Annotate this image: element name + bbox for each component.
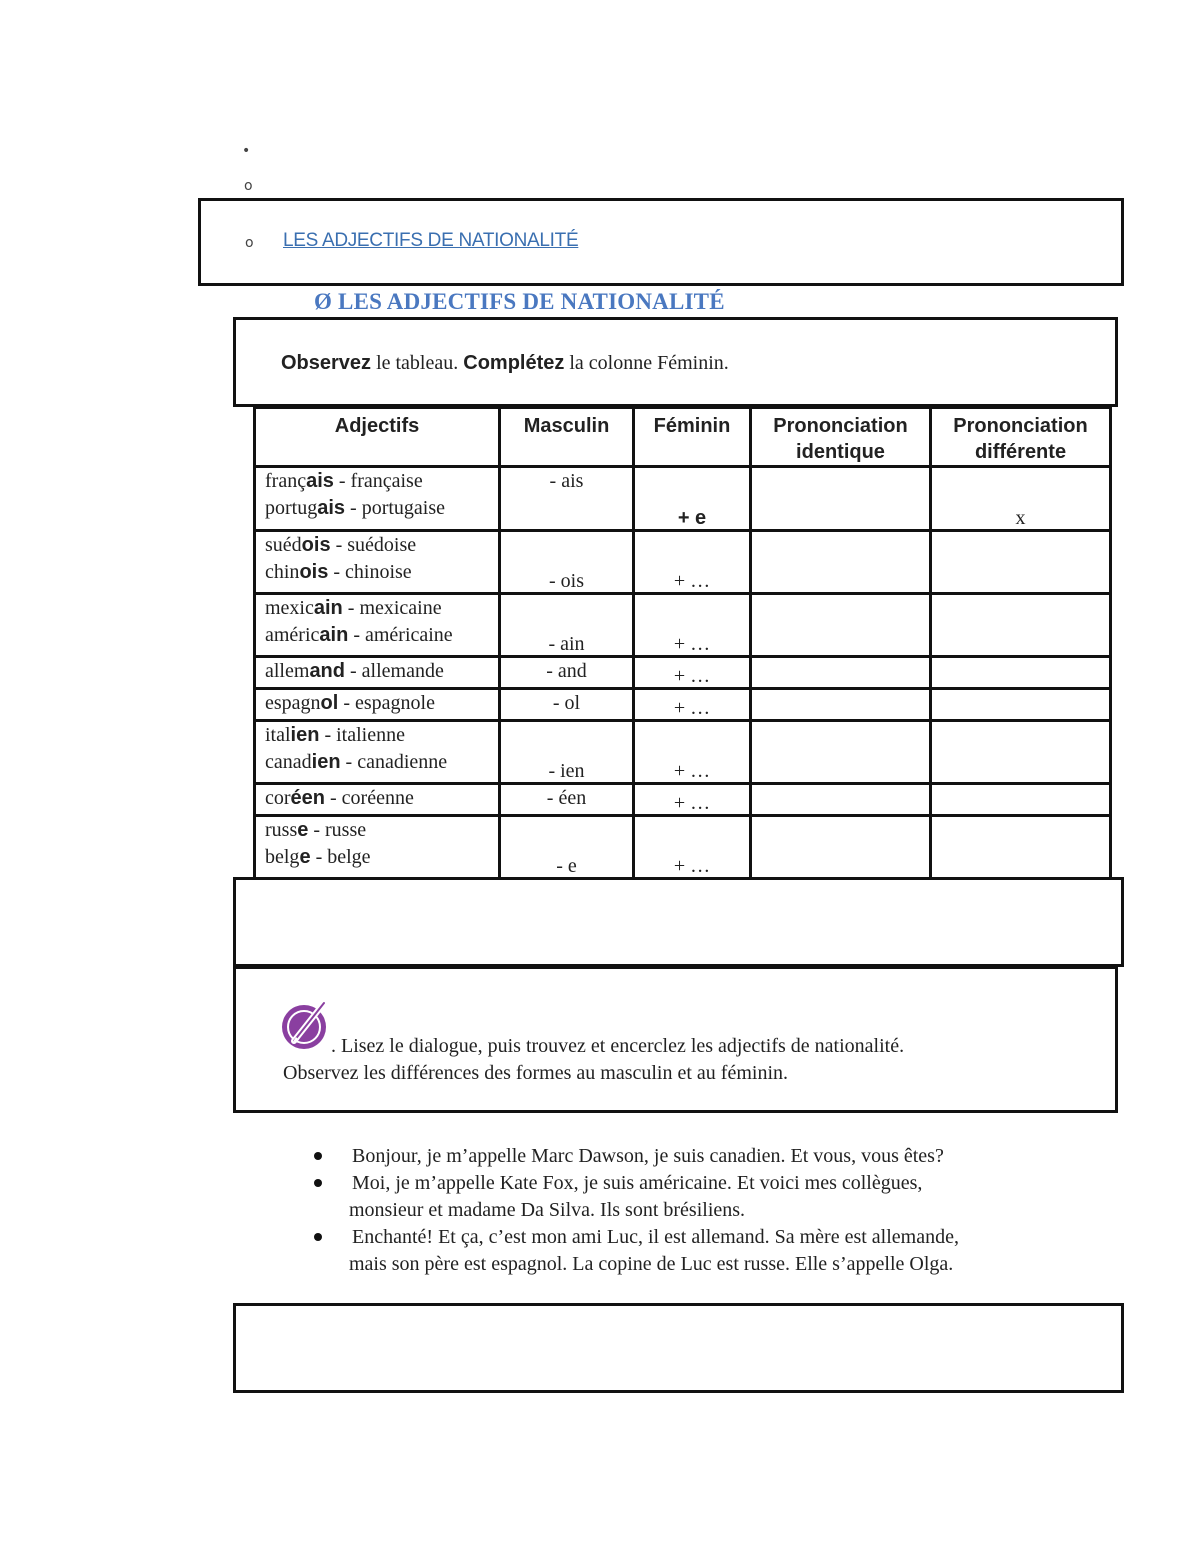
header-feminin: Féminin — [634, 408, 751, 467]
pron-differente-cell[interactable] — [931, 784, 1111, 816]
adjective-feminine: - russe — [308, 819, 367, 841]
adjective-feminine: - belge — [310, 846, 371, 868]
adjective-stem: allem — [265, 660, 310, 682]
pron-identique-cell[interactable] — [751, 467, 931, 531]
masculin-cell — [500, 689, 634, 721]
adjective-cell — [255, 816, 500, 879]
adjective-line — [265, 495, 498, 522]
adjective-stem: portug — [265, 497, 318, 519]
adjective-cell — [255, 657, 500, 689]
dialogue-line: Enchanté! Et ça, c’est mon ami Luc, il est allemand. Sa mère est allemande, — [352, 1226, 959, 1248]
adjective-feminine: - suédoise — [330, 534, 417, 556]
adjective-line — [265, 532, 498, 559]
pron-differente-cell-text: x — [1015, 507, 1026, 529]
pron-identique-cell[interactable] — [751, 721, 931, 784]
instruction-text — [281, 352, 729, 375]
empty-box — [233, 877, 1124, 967]
masculin-cell-text: - ais — [549, 470, 584, 492]
adjective-cell — [255, 531, 500, 594]
feminin-cell-text: + e — [677, 507, 707, 529]
adjective-feminine: - espagnole — [338, 692, 435, 714]
masculin-cell-text: - and — [546, 660, 587, 682]
adjective-stem: ital — [265, 724, 291, 746]
table-row — [255, 784, 1111, 816]
masculin-cell — [500, 784, 634, 816]
adjective-line — [265, 468, 498, 495]
feminin-cell-text: + … — [673, 792, 711, 814]
adjective-ending: ien — [311, 751, 341, 773]
pron-identique-cell[interactable] — [751, 657, 931, 689]
pron-differente-cell[interactable] — [931, 531, 1111, 594]
adjective-feminine: - italienne — [319, 724, 405, 746]
feminin-cell[interactable] — [634, 784, 751, 816]
header-adjectifs: Adjectifs — [255, 408, 500, 467]
answer-box[interactable] — [233, 1303, 1124, 1393]
masculin-cell-text: - éen — [546, 787, 587, 809]
adjective-ending: ain — [319, 624, 349, 646]
instruction-part: la colonne Féminin. — [564, 352, 729, 374]
adjective-ending: e — [299, 846, 311, 868]
adjective-stem: améric — [265, 624, 320, 646]
masculin-cell-text: - ol — [552, 692, 581, 714]
adjective-cell — [255, 594, 500, 657]
feminin-cell[interactable] — [634, 816, 751, 879]
adjective-line — [265, 622, 498, 649]
pron-identique-cell[interactable] — [751, 689, 931, 721]
instruction-box — [233, 317, 1118, 407]
adjective-line — [265, 817, 498, 844]
completez-word: Complétez — [463, 352, 565, 374]
adjective-feminine: - allemande — [345, 660, 444, 682]
adjective-stem: franç — [265, 470, 307, 492]
adjective-stem: belg — [265, 846, 300, 868]
pron-identique-cell[interactable] — [751, 594, 931, 657]
adjective-feminine: - canadienne — [340, 751, 448, 773]
dialogue-item — [312, 1170, 959, 1224]
masculin-cell — [500, 657, 634, 689]
adjective-stem: suéd — [265, 534, 302, 556]
adjective-cell — [255, 721, 500, 784]
adjective-ending: e — [297, 819, 309, 841]
table-row — [255, 467, 1111, 531]
exercise-line-1: . Lisez le dialogue, puis trouvez et encerclez les adjectifs de nationalité. — [331, 1035, 905, 1057]
feminin-cell-text: + … — [673, 697, 711, 719]
masculin-cell — [500, 467, 634, 531]
link-box — [198, 198, 1124, 286]
table-header-row — [255, 408, 1111, 467]
adjective-feminine: - portugaise — [345, 497, 446, 519]
masculin-cell-text: - ain — [548, 633, 585, 655]
adjective-line — [265, 844, 498, 871]
feminin-cell[interactable] — [634, 689, 751, 721]
adjective-stem: cor — [265, 787, 291, 809]
adjective-ending: ois — [299, 561, 329, 583]
pron-differente-cell[interactable] — [931, 689, 1111, 721]
list-bullet: • — [242, 143, 251, 159]
adjective-feminine: - chinoise — [328, 561, 412, 583]
pron-identique-cell[interactable] — [751, 531, 931, 594]
exercise-text — [283, 1033, 904, 1087]
instruction-part: le tableau. — [371, 352, 464, 374]
section-heading: Ø LES ADJECTIFS DE NATIONALITÉ — [314, 289, 725, 314]
adjective-line — [265, 785, 498, 812]
adjective-cell — [255, 689, 500, 721]
adjective-ending: ois — [301, 534, 331, 556]
adjective-ending: ain — [313, 597, 343, 619]
dialogue-line: monsieur et madame Da Silva. Ils sont brésiliens. — [349, 1199, 746, 1221]
adjective-stem: mexic — [265, 597, 314, 619]
adjective-ending: ol — [320, 692, 339, 714]
observez-word: Observez — [281, 352, 372, 374]
dialogue-line: mais son père est espagnol. La copine de Luc est russe. Elle s’appelle Olga. — [349, 1253, 954, 1275]
adjective-line — [265, 690, 498, 717]
feminin-cell-text: + … — [673, 633, 711, 655]
adjective-line — [265, 559, 498, 586]
feminin-cell-text: + … — [673, 665, 711, 687]
adjective-stem: russ — [265, 819, 298, 841]
pron-differente-cell[interactable] — [931, 467, 1111, 531]
masculin-cell — [500, 816, 634, 879]
adjective-line — [265, 722, 498, 749]
dialogue-list — [312, 1143, 959, 1278]
table-row — [255, 721, 1111, 784]
adjective-stem: chin — [265, 561, 300, 583]
list-bullet-hollow: o — [245, 235, 254, 251]
adjective-feminine: - mexicaine — [342, 597, 442, 619]
table-row — [255, 531, 1111, 594]
adjective-ending: ais — [317, 497, 346, 519]
list-bullet-hollow: o — [244, 178, 253, 194]
adjective-feminine: - française — [333, 470, 423, 492]
masculin-cell-text: - ois — [549, 570, 584, 592]
feminin-cell[interactable] — [634, 721, 751, 784]
table-row — [255, 816, 1111, 879]
feminin-cell[interactable] — [634, 594, 751, 657]
adjective-line — [265, 658, 498, 685]
table-row — [255, 657, 1111, 689]
masculin-cell — [500, 721, 634, 784]
adjective-stem: espagn — [265, 692, 321, 714]
bullet-dot — [314, 1179, 322, 1187]
table-row — [255, 594, 1111, 657]
dialogue-item — [312, 1143, 959, 1170]
pron-differente-cell[interactable] — [931, 816, 1111, 879]
adjective-cell — [255, 784, 500, 816]
adjective-ending: ais — [306, 470, 334, 492]
adjective-stem: canad — [265, 751, 312, 773]
feminin-cell[interactable] — [634, 657, 751, 689]
feminin-cell-text: + … — [673, 570, 711, 592]
header-pron-differente: Prononciation différente — [931, 408, 1111, 467]
adjective-line — [265, 749, 498, 776]
dialogue-item — [312, 1224, 959, 1278]
pron-identique-cell[interactable] — [751, 784, 931, 816]
feminin-cell[interactable] — [634, 531, 751, 594]
pron-identique-cell[interactable] — [751, 816, 931, 879]
adjective-ending: and — [309, 660, 345, 682]
table-row — [255, 689, 1111, 721]
header-pron-identique: Prononciation identique — [751, 408, 931, 467]
adjective-ending: éen — [290, 787, 326, 809]
nationality-link[interactable]: LES ADJECTIFS DE NATIONALITÉ — [283, 230, 579, 251]
masculin-cell-text: - e — [556, 855, 577, 877]
exercise-box — [233, 966, 1118, 1113]
masculin-cell — [500, 594, 634, 657]
adjective-feminine: - coréenne — [325, 787, 414, 809]
adjective-feminine: - américaine — [348, 624, 453, 646]
feminin-cell-text: + … — [673, 855, 711, 877]
adjective-line — [265, 595, 498, 622]
feminin-cell[interactable] — [634, 467, 751, 531]
dialogue-line: Moi, je m’appelle Kate Fox, je suis américaine. Et voici mes collègues, — [352, 1172, 923, 1194]
bullet-dot — [314, 1152, 322, 1160]
pron-differente-cell[interactable] — [931, 594, 1111, 657]
bullet-dot — [314, 1233, 322, 1241]
adjective-ending: ien — [290, 724, 320, 746]
masculin-cell — [500, 531, 634, 594]
pron-differente-cell[interactable] — [931, 721, 1111, 784]
feminin-cell-text: + … — [673, 760, 711, 782]
exercise-line-2: Observez les différences des formes au masculin et au féminin. — [283, 1062, 788, 1084]
header-masculin: Masculin — [500, 408, 634, 467]
dialogue-line: Bonjour, je m’appelle Marc Dawson, je suis canadien. Et vous, vous êtes? — [352, 1145, 944, 1167]
nationality-table — [253, 406, 1112, 880]
pron-differente-cell[interactable] — [931, 657, 1111, 689]
masculin-cell-text: - ien — [548, 760, 585, 782]
adjective-cell — [255, 467, 500, 531]
